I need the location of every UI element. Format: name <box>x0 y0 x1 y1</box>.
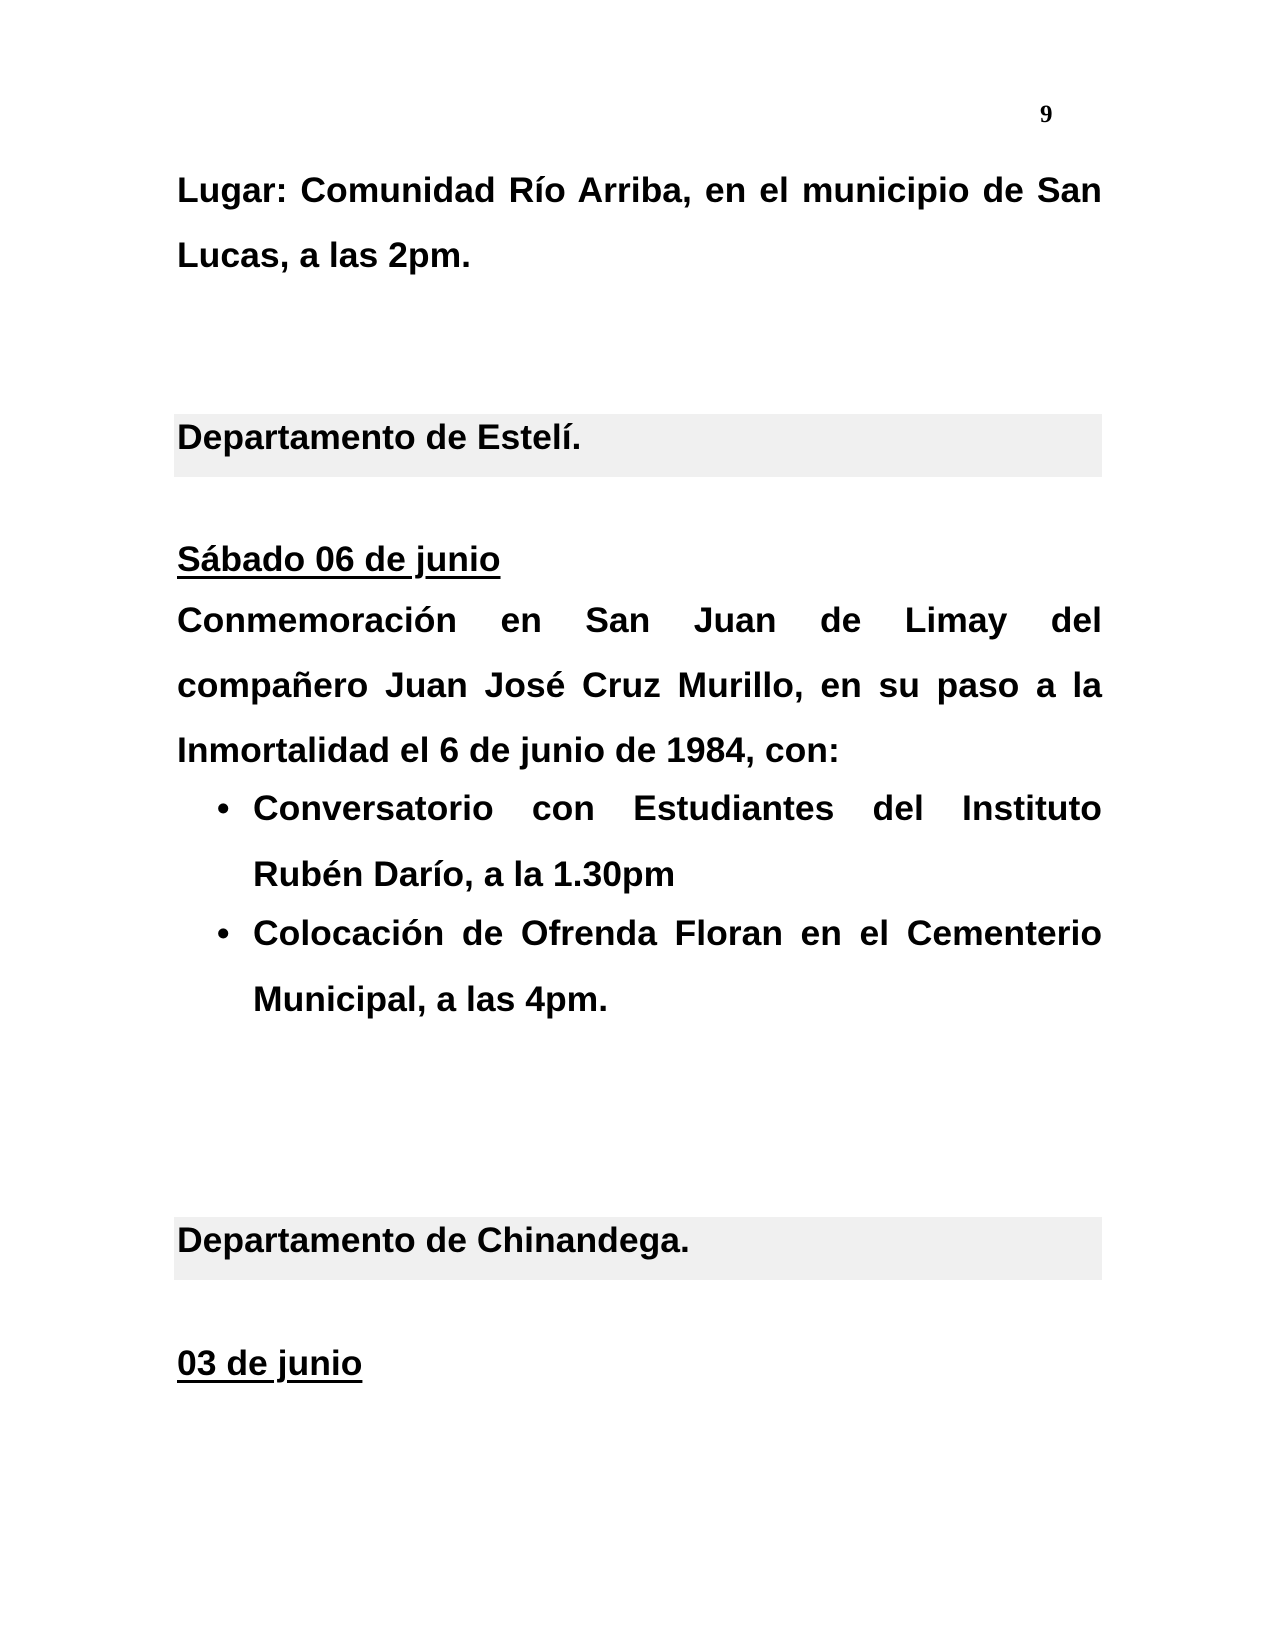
list-item <box>177 900 1102 1032</box>
date-heading-esteli: Sábado 06 de junio <box>177 539 501 579</box>
lugar-paragraph: Lugar: Comunidad Río Arriba, en el municipio de San Lucas, a las 2pm. <box>177 170 1102 275</box>
bullet-icon: • <box>217 913 230 953</box>
list-item-text: Colocación de Ofrenda Floran en el Cementerio Municipal, a las 4pm. <box>253 913 1102 1019</box>
department-heading-esteli: Departamento de Estelí. <box>174 414 1102 477</box>
list-item-text: Conversatorio con Estudiantes del Instituto Rubén Darío, a la 1.30pm <box>253 788 1102 894</box>
esteli-description: Conmemoración en San Juan de Limay del compañero Juan José Cruz Murillo, en su paso a la Inmortalidad el 6 de junio de 1984, con: <box>177 600 1102 770</box>
date-heading-chinandega: 03 de junio <box>177 1343 363 1383</box>
department-heading-chinandega: Departamento de Chinandega. <box>174 1217 1102 1280</box>
activity-list <box>177 775 1102 1032</box>
bullet-icon: • <box>217 788 230 828</box>
list-item <box>177 775 1102 907</box>
page-number: 9 <box>1040 101 1053 128</box>
